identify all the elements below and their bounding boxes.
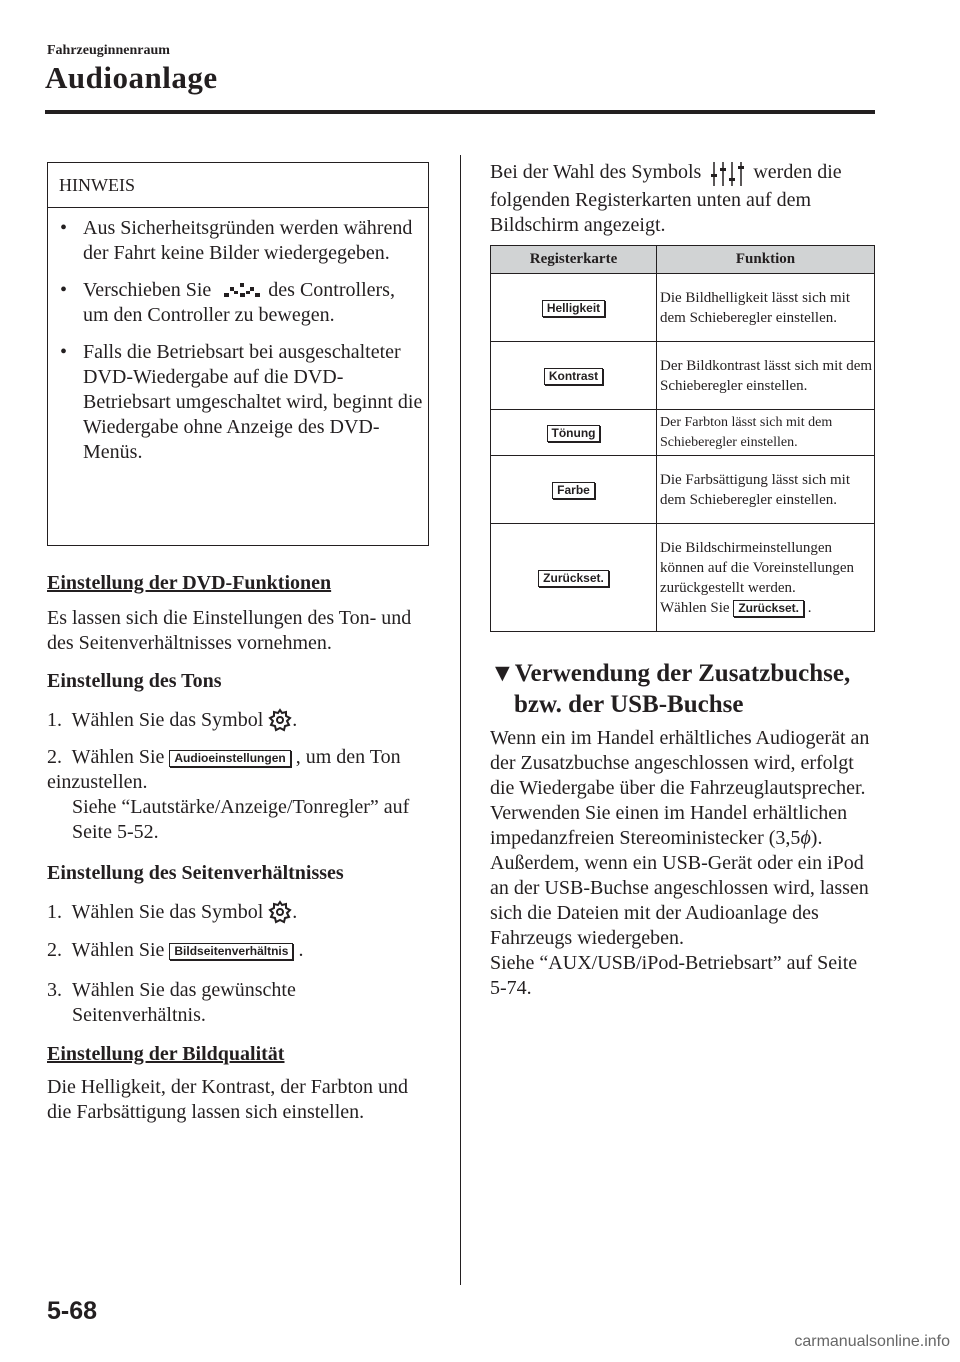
aux-body: Wenn ein im Handel erhältliches Audiogerät an der Zusatzbuchse angeschlossen wird, erfolgt die Wiedergabe über die Fahrzeuglautsprecher. Verwenden Sie einen im Handel erhältlichen impedanzfreien Stereoministecker (3,5ϕ). Außerdem, wenn ein USB-Gerät oder ein iPod an der USB-Buchse angeschlossen wird, lassen sich die Dateien mit der Audioanlage des Fahrzeugs wiedergeben. Siehe “AUX/USB/iPod-Betriebsart” auf Seite 5-74. (490, 727, 870, 999)
note-box (47, 162, 429, 546)
seite-step-3: 3. Wählen Sie das gewünschte Seitenverhältnis. (47, 979, 296, 1026)
note-heading: HINWEIS (48, 163, 428, 208)
column-divider (460, 155, 461, 1285)
table-row (491, 456, 875, 524)
ton-heading: Einstellung des Tons (47, 670, 222, 692)
ton-step-1: 1. Wählen Sie das Symbol . (47, 709, 298, 731)
triangle-icon: ▼ (490, 660, 515, 687)
equalizer-icon (710, 160, 744, 188)
controller-joystick-icon (222, 283, 262, 299)
kontrast-tab[interactable]: Kontrast (544, 368, 603, 385)
note-item: • Aus Sicherheitsgründen werden während der Fahrt keine Bilder wiedergegeben. (59, 216, 424, 266)
table-header-row (491, 246, 875, 274)
table-cell: Die Bildhelligkeit lässt sich mit dem Schieberegler einstellen. (657, 274, 875, 342)
table-cell: Der Farbton lässt sich mit dem Schieberegler einstellen. (657, 410, 875, 456)
table-cell: Der Bildkontrast lässt sich mit dem Schieberegler einstellen. (657, 342, 875, 410)
symbol-intro: Bei der Wahl des Symbols werden die folgenden Registerkarten unten auf dem Bildschirm angezeigt. (490, 161, 842, 236)
column-header: Funktion (657, 246, 875, 274)
table-row (491, 342, 875, 410)
table-row (491, 410, 875, 456)
ton-reference: Siehe “Lautstärke/Anzeige/Tonregler” auf Seite 5-52. (72, 796, 410, 843)
zuruecksetzen-button[interactable]: Zurückset. (733, 600, 804, 617)
gear-icon (268, 708, 292, 732)
seite-step-1: 1. Wählen Sie das Symbol . (47, 901, 298, 923)
helligkeit-tab[interactable]: Helligkeit (542, 300, 605, 317)
gear-icon (268, 900, 292, 924)
farbe-tab[interactable]: Farbe (552, 482, 595, 499)
section-label: Fahrzeuginnenraum (47, 43, 170, 58)
bildseitenverhaeltnis-button[interactable]: Bildseitenverhältnis (169, 943, 293, 960)
table-cell: Die Bildschirmeinstellungen können auf die Voreinstellungen zurückgestellt werden. Wählen Sie Zurückset. . (657, 524, 875, 632)
seite-step-2: 2. Wählen Sie Bildseitenverhältnis . (47, 939, 304, 961)
page-number: 5-68 (47, 1297, 98, 1325)
page-title: Audioanlage (45, 60, 218, 95)
table-cell: Die Farbsättigung lässt sich mit dem Schieberegler einstellen. (657, 456, 875, 524)
aux-heading: ▼Verwendung der Zusatzbuchse, bzw. der USB-Buchse (490, 660, 851, 718)
audioeinstellungen-button[interactable]: Audioeinstellungen (169, 750, 290, 767)
bild-heading: Einstellung der Bildqualität (47, 1043, 285, 1065)
table-row (491, 524, 875, 632)
note-item: • Verschieben Sie des Controllers, um den Controller zu bewegen. (59, 278, 424, 328)
ton-step-2: 2. Wählen Sie Audioeinstellungen , um den Ton einzustellen. (47, 746, 401, 793)
seite-heading: Einstellung des Seitenverhältnisses (47, 862, 344, 884)
header-rule (45, 110, 875, 114)
column-header: Registerkarte (491, 246, 657, 274)
dvd-intro: Es lassen sich die Einstellungen des Ton- und des Seitenverhältnisses vornehmen. (47, 607, 412, 654)
table-row (491, 274, 875, 342)
register-table (490, 245, 875, 632)
bild-intro: Die Helligkeit, der Kontrast, der Farbton und die Farbsättigung lassen sich einstellen. (47, 1076, 409, 1123)
dvd-heading: Einstellung der DVD-Funktionen (47, 572, 332, 594)
note-item: • Falls die Betriebsart bei ausgeschalteter DVD-Wiedergabe auf die DVD-Betriebsart umgeschaltet wird, beginnt die Wiedergabe ohne Anzeige des DVD-Menüs. (59, 340, 424, 465)
diameter-icon: ϕ (800, 827, 811, 849)
zuruecksetzen-tab[interactable]: Zurückset. (538, 570, 609, 587)
toenung-tab[interactable]: Tönung (547, 425, 601, 442)
watermark: carmanualsonline.info (794, 1333, 950, 1350)
note-list (48, 208, 428, 465)
